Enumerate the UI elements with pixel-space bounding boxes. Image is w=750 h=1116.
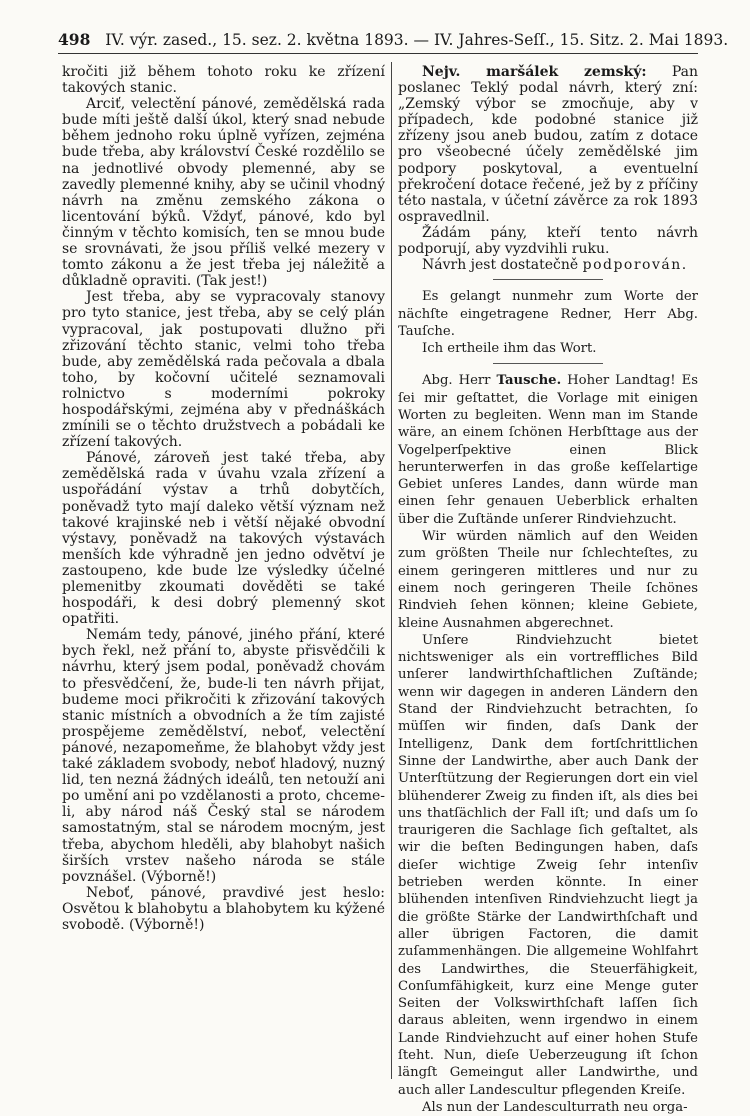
column-divider	[391, 62, 392, 1079]
marshal-result-word: podporován.	[582, 257, 688, 274]
section-rule	[493, 363, 603, 364]
tausche-name: Tausche.	[496, 373, 562, 389]
german-next-speaker: Es gelangt nunmehr zum Worte der nächſte eingetragene Redner, Herr Abg. Tauſche.	[398, 289, 698, 339]
marshal-result-prefix: Návrh jest dostatečně	[422, 257, 579, 274]
left-column	[62, 64, 385, 1087]
tausche-paragraph: Als nun der Landesculturrath neu orga-	[422, 1099, 688, 1115]
german-give-floor: Ich ertheile ihm das Wort.	[422, 341, 597, 357]
marshal-statement	[398, 64, 698, 225]
marshal-result	[398, 257, 698, 273]
marshal-ask: Žádám pány, kteří tento návrh podporují, aby vyzdvihli ruku.	[398, 224, 698, 258]
page-header	[58, 30, 729, 54]
tausche-speech	[398, 372, 698, 528]
running-title: IV. výr. zased., 15. sez. 2. května 1893. — IV. Jahres-Seſſ., 15. Sitz. 2. Mai 1893.	[105, 31, 729, 49]
left-paragraph: Neboť, pánové, pravdivé jest heslo: Osvětou k blahobytu a blahobytem ku kýžené svobodě. (Výborně!)	[62, 884, 385, 933]
tausche-paragraph: Unſere Rindviehzucht bietet nichtsweniger als ein vortreffliches Bild unſerer landwirthſchaftlichen Zuſtände; wenn wir dagegen in anderen Ländern den Stand der Rindviehzucht betrachten, ſo müſſen wir finden, daſs Dank der Intelligenz, Dank dem fortſchrittlichen Sinne der Landwirthe, aber auch Dank der Unterſtützung der Regierungen dort ein viel blühenderer Zweig zu finden iſt, als dies bei uns thatſächlich der Fall iſt; und daſs um ſo traurigeren die Sachlage ſich geſtaltet, als wir die beſten Bedingungen haben, daſs dieſer wichtige Zweig ſehr intenſiv betrieben werden könnte. In einer blühenden intenſiven Rindviehzucht liegt ja die größte Stärke der Landwirthſchaft und aller übrigen Factoren, die damit zuſammenhängen. Die allgemeine Wohlfahrt des Landwirthes, die Steuerfähigkeit, Conſumfähigkeit, kurz eine Menge guter Seiten der Volkswirthſchaft laſſen ſich daraus ableiten, wenn irgendwo in einem Lande Rindviehzucht auf einer hohen Stufe ſteht. Nun, dieſe Ueberzeugung iſt ſchon längſt Gemeingut aller Landwirthe, und auch aller Landescultur pflegenden Kreiſe.	[398, 632, 698, 1098]
right-column	[398, 64, 698, 1115]
marshal-speaker: Nejv. maršálek zemský:	[422, 64, 647, 80]
left-paragraph: Jest třeba, aby se vypracovaly stanovy pro tyto stanice, jest třeba, aby se celý plán vypracoval, jak postupovati dlužno při zřizování těchto stanic, velmi toho třeba bude, aby zemědělská rada pečovala a dbala toho, by kočovní učitelé seznamovali rolnictvo s moderními pokroky hospodářskými, zejména aby v přednáškách zmínili se o těchto družstvech a pobádali ke zřízení takových.	[62, 289, 385, 451]
section-rule	[493, 279, 603, 280]
left-paragraph: Arciť, velectění pánové, zemědělská rada bude míti ještě další úkol, který snad nebude během jednoho roku úplně vyřízen, zejména bude třeba, aby království České rozdělilo se na jednotlivé obvody plemenné, aby se zavedly plemenné knihy, aby se učinil vhodný návrh na změnu zemského zákona o licentování býků. Vždyť, pánové, kdo byl činným v těchto komisích, ten se mnou bude se srovnávati, že jsou příliš velké mezery v tomto zákonu a že jest třeba jej náležitě a důkladně opraviti. (Tak jest!)	[62, 96, 385, 290]
left-paragraph: kročiti již během tohoto roku ke zřízení takových stanic.	[62, 64, 385, 97]
left-paragraph: Nemám tedy, pánové, jiného přání, které bych řekl, než přání to, abyste přisvědčili k návrhu, který jsem podal, poněvadž chovám to přesvědčení, že, bude-li ten návrh přijat, budeme moci přikročiti k zřizování takových stanic místních a obvodních a že tím zajisté prospějeme zemědělství, neboť, velectění pánové, nezapomeňme, že blahobyt vždy jest také základem svobody, neboť hladový, nuzný lid, ten nezná žádných ideálů, ten netouží ani po umění ani po vzdělanosti a proto, chceme-li, aby národ náš Český stal se národem samostatným, stal se národem mocným, jest třeba, abychom hleděli, aby blahobyt našich širších vrstev našeho národa se stále povznášel. (Výborně!)	[62, 627, 385, 885]
page-number: 498	[58, 30, 91, 49]
tausche-paragraph: Hoher Landtag! Es ſei mir geſtattet, die Vorlage mit einigen Worten zu begleiten. Wenn man im Stande wäre, an einem ſchönen Herbſttage aus der Vogelperſpektive einen Blick herunterwerfen in das große keſſelartige Gebiet unſeres Landes, dann würde man einen ſehr genauen Ueberblick erhalten über die Zuſtände unſerer Rindviehzucht.	[398, 373, 698, 527]
tausche-paragraph: Wir würden nämlich auf den Weiden zum größten Theile nur ſchlechteſtes, zu einem geringeren mittleres und nur zu einem noch geringeren Theile ſchönes Rindvieh ſehen können; kleine Gebiete, kleine Ausnahmen abgerechnet.	[398, 529, 698, 631]
left-paragraph: Pánové, zároveň jest také třeba, aby zemědělská rada v úvahu vzala zřízení a uspořádání výstav a trhů dobytčích, poněvadž tyto mají daleko větší význam než takové krajinské neb i větší nějaké obvodní výstavy, poněvadž na takových výstavách menších kde výhradně jen jedno odvětví je zastoupeno, kde bude lze výsledky účelné plemenitby zkoumati dověděti se také hospodáři, k desi dobrý plemenný skot opatřiti.	[62, 450, 385, 628]
marshal-text: Pan poslanec Teklý podal návrh, který zní: „Zemský výbor se zmocňuje, aby v případech, kde podobné stanice již zřízeny jsou aneb budou, zatím z dotace pro všeobecné účely zemědělské jim podpory poskytoval, a eventuelní překročení dotace řečené, jež by z příčiny této nastala, v účetní závěrce za rok 1893 ospravedlnil.	[398, 64, 698, 225]
tausche-prefix: Abg. Herr	[422, 373, 491, 389]
